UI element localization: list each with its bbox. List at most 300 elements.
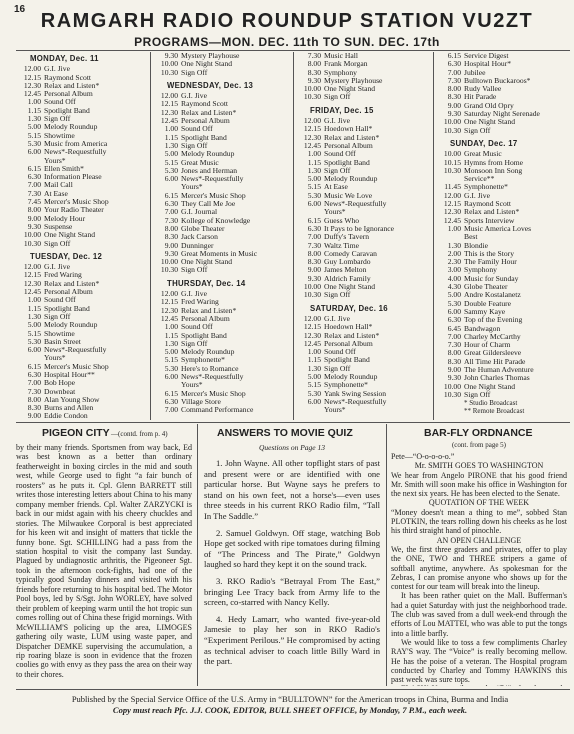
program-name: Great Gildersleeve bbox=[464, 348, 522, 358]
program-time: 6.30 bbox=[447, 315, 461, 325]
program-time: 1.15 bbox=[27, 303, 41, 313]
program-name: G.I. Jive bbox=[324, 313, 350, 323]
program-name: Blondie bbox=[464, 240, 489, 250]
program-name: G.I. Jive bbox=[181, 289, 207, 299]
program-time: 12.15 bbox=[23, 72, 41, 82]
program-name: Relax and Listen* bbox=[324, 132, 380, 142]
program-time: 5.00 bbox=[164, 149, 178, 159]
program-time: 6.15 bbox=[307, 215, 321, 225]
program-time: 6.30 bbox=[447, 59, 461, 69]
movie-quiz-subheading: Questions on Page 13 bbox=[258, 443, 326, 452]
title-rule bbox=[16, 50, 570, 51]
program-time: 7.30 bbox=[164, 215, 178, 225]
day-heading: SATURDAY, Dec. 16 bbox=[310, 303, 388, 313]
program-name: G.I. Journal bbox=[181, 207, 218, 217]
program-time: 8.30 bbox=[307, 67, 321, 77]
program-time: 1.30 bbox=[447, 240, 461, 250]
program-time: 5.30 bbox=[27, 336, 41, 346]
program-time: 10.00 bbox=[443, 381, 461, 391]
program-name: Yours* bbox=[44, 155, 66, 165]
program-name: Relax and Listen* bbox=[181, 107, 237, 117]
program-time: 10.30 bbox=[160, 67, 178, 77]
program-time: 1.00 bbox=[27, 97, 41, 107]
program-name: They Call Me Joe bbox=[181, 199, 236, 209]
program-name: Melody Roundup bbox=[44, 122, 98, 132]
program-name: Melody Roundup bbox=[181, 149, 235, 159]
program-name: G.I. Jive bbox=[324, 116, 350, 126]
program-name: Hoedown Hall* bbox=[324, 322, 373, 332]
program-name: Sound Off bbox=[324, 347, 356, 357]
program-name: Symphonette* bbox=[181, 355, 225, 365]
program-name: Sign Off bbox=[181, 338, 208, 348]
program-time: 7.00 bbox=[447, 67, 461, 77]
bar-fly-continued: (cont. from page 5) bbox=[451, 441, 507, 449]
program-name: Relax and Listen* bbox=[324, 330, 380, 340]
program-time: 12.45 bbox=[160, 116, 178, 126]
program-name: Mystery Playhouse bbox=[181, 52, 240, 60]
bar-fly-intro: Pete—“O-o-o-o-o.” bbox=[391, 452, 455, 461]
schedule-column-4 bbox=[436, 52, 570, 420]
program-name: Hospital Hour** bbox=[44, 369, 95, 379]
program-name: Your Radio Theater bbox=[44, 205, 104, 215]
footer bbox=[16, 694, 564, 716]
schedule-bottom-rule bbox=[16, 422, 570, 423]
program-name: Mystery Playhouse bbox=[324, 75, 383, 85]
program-row bbox=[153, 175, 293, 183]
program-time: 5.15 bbox=[164, 355, 178, 365]
program-time: 8.30 bbox=[27, 403, 41, 413]
program-time: 7.30 bbox=[447, 75, 461, 85]
day-heading: FRIDAY, Dec. 15 bbox=[310, 105, 374, 115]
pigeon-city-continued: —(contd. from p. 4) bbox=[111, 430, 168, 438]
program-time: 1.30 bbox=[164, 338, 178, 348]
program-name: Sign Off bbox=[181, 67, 208, 77]
program-time: 8.00 bbox=[27, 205, 41, 215]
program-name: Symphonette* bbox=[324, 380, 368, 390]
program-name: Sign Off bbox=[464, 125, 491, 135]
program-name: Saturday Night Serenade bbox=[464, 109, 540, 119]
program-name: Jubilee bbox=[464, 67, 486, 77]
program-time: 5.00 bbox=[307, 371, 321, 381]
program-time: 1.00 bbox=[164, 124, 178, 134]
program-time: 12.45 bbox=[303, 140, 321, 150]
program-time: 9.00 bbox=[447, 364, 461, 374]
program-name: Great Moments in Music bbox=[181, 248, 258, 258]
program-time: 5.30 bbox=[447, 298, 461, 308]
program-time: 6.00 bbox=[27, 345, 41, 355]
challenge-heading: AN OPEN CHALLENGE bbox=[436, 535, 522, 545]
program-name: Sound Off bbox=[324, 149, 356, 159]
compliments-paragraph: We would like to toss a few compliments Charley RAY'S way. The “Voice” is really becoming mellow. He has the poise of a veteran. The Hospital program conducted by Charley and Tommy HAWKINS this past week was sure tops. bbox=[391, 637, 567, 685]
program-name: Mercer's Music Shop bbox=[44, 361, 109, 371]
program-time: 9.00 bbox=[307, 265, 321, 275]
program-name: Top of the Evening bbox=[464, 315, 523, 325]
program-name: Yours* bbox=[44, 353, 66, 363]
program-time: 8.00 bbox=[164, 223, 178, 233]
column-rule bbox=[293, 52, 294, 420]
program-name: Sports Interview bbox=[464, 215, 515, 225]
program-name: John Charles Thomas bbox=[464, 373, 530, 383]
program-time: 7.00 bbox=[307, 232, 321, 242]
program-time: 12.15 bbox=[303, 322, 321, 332]
program-time: 1.30 bbox=[27, 311, 41, 321]
program-name: Fred Waring bbox=[181, 297, 219, 307]
movie-quiz-answers bbox=[204, 458, 380, 686]
program-name: Sound Off bbox=[44, 97, 76, 107]
program-time: 12.30 bbox=[23, 80, 41, 90]
program-time: 6.15 bbox=[447, 52, 461, 60]
program-time: 6.15 bbox=[27, 163, 41, 173]
program-name: Sign Off bbox=[324, 92, 351, 102]
program-time: 8.00 bbox=[447, 84, 461, 94]
program-time: 5.00 bbox=[447, 290, 461, 300]
program-time: 7.30 bbox=[307, 52, 321, 60]
program-name: Spotlight Band bbox=[324, 157, 370, 167]
program-name: Raymond Scott bbox=[464, 199, 512, 209]
program-name: Spotlight Band bbox=[324, 355, 370, 365]
program-name: Yours* bbox=[181, 380, 203, 390]
program-time: 8.30 bbox=[447, 356, 461, 366]
program-time: 8.30 bbox=[307, 257, 321, 267]
program-time: 9.30 bbox=[27, 221, 41, 231]
program-name: Mail Call bbox=[44, 180, 73, 190]
program-name: Comedy Caravan bbox=[324, 248, 377, 258]
bar-fly-text bbox=[391, 452, 567, 686]
footer-rule bbox=[16, 689, 570, 690]
program-time: 5.15 bbox=[307, 380, 321, 390]
pigeon-city-text: by their many friends. Sportsmen from way back, Ed was best known as a better than ordinary featherweight in boxing circles in the mid and south west, while George used to fight “a fair bunch of roosters” as he puts it. Cpl. Glenn BARRETT still writes those interesting letters about China to his many company member friends. Cpl. Walter ZARZYCKI is back in our midst again with his cheery chuckles and stories. The Milwaukee Corporal is best appreciated for his keen wit and insight of matters that tickle the funny bone. Sgt. SCHILLING had a pass from the station hospital to visit the company last Sunday. Plagued by undiagnostic arthritis, the Pigeoneer Sgt. took in the afternoon cock-fights, had one of the typically good Sunday dinners and visited with his friends before returning to his hospital bed. The Motor Pool boys, led by S/Sgt. John WORLEY, have solved their problem of keeping warm until the hot tropic sun comes rolling out of China these frigid mornings. With McWILLIAM'S policing up the area, LIMOGES gathering oily waste, LUM using waste paper, and Dispatcher DEMKE supervising the accumulation, a rip roaring blaze is soon in evidence that the frozen coolies go with envy as they pass the area on their way to their chores. bbox=[16, 443, 192, 679]
program-name: Showtime bbox=[44, 130, 75, 140]
day-heading: THURSDAY, Dec. 14 bbox=[167, 278, 246, 288]
program-time: 5.30 bbox=[164, 363, 178, 373]
program-time: 6.30 bbox=[27, 172, 41, 182]
program-time: 4.30 bbox=[447, 282, 461, 292]
program-row bbox=[16, 240, 146, 248]
program-name: Great Music bbox=[181, 157, 219, 167]
program-name: Sign Off bbox=[181, 265, 208, 275]
program-name: News*-Requestfully bbox=[181, 174, 244, 184]
program-name: This is the Story bbox=[464, 248, 514, 258]
program-time: 6.00 bbox=[307, 199, 321, 209]
program-time: 6.15 bbox=[164, 388, 178, 398]
program-name: Burns and Allen bbox=[44, 403, 94, 413]
program-name: News*-Requestfully bbox=[324, 396, 387, 406]
schedule-column-3 bbox=[296, 52, 432, 420]
page-subtitle: PROGRAMS—MON. DEC. 11th TO SUN. DEC. 17th bbox=[134, 35, 440, 49]
program-name: Melody Roundup bbox=[181, 347, 235, 357]
program-name: Hour of Charm bbox=[464, 340, 511, 350]
program-name: Jones and Herman bbox=[181, 165, 238, 175]
program-time: 8.00 bbox=[27, 394, 41, 404]
program-time: 12.45 bbox=[303, 338, 321, 348]
bar-fly-heading: BAR-FLY ORDNANCE bbox=[424, 427, 533, 439]
program-name: Raymond Scott bbox=[181, 99, 229, 109]
day-heading: MONDAY, Dec. 11 bbox=[30, 54, 99, 63]
program-time: 6.30 bbox=[307, 223, 321, 233]
program-time: 5.15 bbox=[27, 130, 41, 140]
program-name: Music from America bbox=[44, 138, 108, 148]
program-row bbox=[153, 69, 293, 77]
program-time: 7.30 bbox=[447, 340, 461, 350]
program-name: It Pays to be Ignorance bbox=[324, 223, 395, 233]
broadcast-note: ** Remote Broadcast bbox=[464, 407, 525, 416]
program-time: 9.00 bbox=[27, 411, 41, 420]
program-time: 6.00 bbox=[164, 174, 178, 184]
program-name: Globe Theater bbox=[181, 223, 225, 233]
program-time: 9.30 bbox=[307, 75, 321, 85]
program-name: Suspense bbox=[44, 221, 73, 231]
program-name: Sound Off bbox=[44, 295, 76, 305]
program-time: 5.00 bbox=[27, 122, 41, 132]
day-heading: TUESDAY, Dec. 12 bbox=[30, 251, 103, 261]
program-time: 1.30 bbox=[164, 140, 178, 150]
program-name: Village Store bbox=[181, 396, 221, 406]
program-time: 5.15 bbox=[27, 328, 41, 338]
program-name: One Night Stand bbox=[44, 230, 96, 240]
program-time: 12.45 bbox=[443, 215, 461, 225]
program-name: Monsoon Inn Song bbox=[464, 165, 523, 175]
program-time: 7.30 bbox=[307, 240, 321, 250]
program-time: 10.00 bbox=[160, 59, 178, 69]
program-row bbox=[296, 398, 432, 406]
quiz-answer-3: 3. RKO Radio's “Betrayal From The East,” bringing Lee Tracy back from Army life to the screen, co-starred with Nancy Kelly. bbox=[204, 575, 380, 608]
program-time: 1.00 bbox=[307, 347, 321, 357]
program-time: 12.30 bbox=[443, 207, 461, 217]
program-time: 5.30 bbox=[164, 165, 178, 175]
day-heading: WEDNESDAY, Dec. 13 bbox=[167, 80, 254, 90]
program-name: Sign Off bbox=[324, 165, 351, 175]
program-time: 1.00 bbox=[164, 322, 178, 332]
column-rule bbox=[150, 52, 151, 420]
movie-quiz-heading: ANSWERS TO MOVIE QUIZ bbox=[217, 427, 353, 439]
program-time: 10.15 bbox=[443, 157, 461, 167]
program-time: 12.00 bbox=[303, 313, 321, 323]
program-time: 12.15 bbox=[23, 270, 41, 280]
program-time: 6.15 bbox=[164, 190, 178, 200]
quiz-answer-1: 1. John Wayne. All other topflight stars of past and present were or are identified with one particular horse. But Wayne says he prefers to stand on his own feet, not a horse's—even uses three steeds in his current RKO Radio film, “Tall In The Saddle.” bbox=[204, 458, 380, 521]
program-time: 1.15 bbox=[164, 330, 178, 340]
program-name: Fred Waring bbox=[44, 270, 82, 280]
program-time: 12.30 bbox=[23, 278, 41, 288]
program-name: Relax and Listen* bbox=[181, 305, 237, 315]
program-time: 7.00 bbox=[447, 331, 461, 341]
program-name: Music Hall bbox=[324, 52, 358, 60]
program-time: 5.00 bbox=[307, 174, 321, 184]
program-name: Relax and Listen* bbox=[44, 278, 100, 288]
program-time: 10.00 bbox=[443, 117, 461, 127]
program-time: 4.00 bbox=[447, 273, 461, 283]
program-name: Music for Sunday bbox=[464, 273, 519, 283]
program-row bbox=[296, 406, 432, 414]
program-name: Double Feature bbox=[464, 298, 512, 308]
program-name: News*-Requestfully bbox=[44, 345, 107, 355]
program-name: Sign Off bbox=[181, 140, 208, 150]
program-time: 6.00 bbox=[307, 396, 321, 406]
program-time: 5.15 bbox=[307, 182, 321, 192]
program-time: 6.30 bbox=[27, 369, 41, 379]
program-name: One Night Stand bbox=[181, 257, 233, 267]
program-time: 12.00 bbox=[23, 64, 41, 74]
schedule-column-2 bbox=[153, 52, 293, 420]
program-time: 1.00 bbox=[307, 149, 321, 159]
quotation-heading: QUOTATION OF THE WEEK bbox=[428, 498, 530, 508]
program-time: 7.30 bbox=[27, 188, 41, 198]
program-name: Personal Album bbox=[324, 338, 373, 348]
program-name: Showtime bbox=[44, 328, 75, 338]
program-name: Sign Off bbox=[324, 290, 351, 300]
program-time: 7.00 bbox=[27, 180, 41, 190]
program-name: Raymond Scott bbox=[44, 72, 92, 82]
program-time: 6.00 bbox=[447, 306, 461, 316]
program-name: G.I. Jive bbox=[44, 64, 70, 74]
smith-heading: Mr. SMITH GOES TO WASHINGTON bbox=[414, 461, 544, 471]
program-name: Waltz Time bbox=[324, 240, 360, 250]
program-time: 9.00 bbox=[447, 100, 461, 110]
program-row bbox=[296, 291, 432, 299]
program-time: 12.30 bbox=[160, 107, 178, 117]
program-name: James Melton bbox=[324, 265, 367, 275]
program-name: News*-Requestfully bbox=[324, 199, 387, 209]
program-name: Relax and Listen* bbox=[464, 207, 520, 217]
program-name: Mercer's Music Shop bbox=[44, 197, 109, 207]
program-time: 10.30 bbox=[303, 290, 321, 300]
program-name: Melody Hour bbox=[44, 213, 86, 223]
program-name: Hoedown Hall* bbox=[324, 124, 373, 134]
program-time: 10.30 bbox=[443, 125, 461, 135]
program-row bbox=[296, 93, 432, 101]
mall-paragraph: It has been rather quiet on the Mall. Bufferman's had a quiet Saturday with just the neighborhood trade. The club was saved from a dull week-end through the efforts of Lou MATTEI, who was able to put the tongs into a little barfly. bbox=[391, 591, 567, 638]
program-time: 9.30 bbox=[447, 109, 461, 119]
program-time: 10.00 bbox=[23, 230, 41, 240]
program-time: 12.15 bbox=[303, 124, 321, 134]
program-time: 10.30 bbox=[443, 165, 461, 175]
program-time: 12.00 bbox=[160, 91, 178, 101]
day-heading: SUNDAY, Dec. 17 bbox=[450, 138, 518, 148]
program-time: 7.00 bbox=[164, 405, 178, 415]
broadcast-note: * Studio Broadcast bbox=[464, 399, 518, 408]
program-time: 10.00 bbox=[160, 257, 178, 267]
program-time: 9.30 bbox=[307, 273, 321, 283]
program-time: 10.30 bbox=[303, 92, 321, 102]
program-name: Sign Off bbox=[44, 311, 71, 321]
program-name: Yours* bbox=[324, 207, 346, 217]
program-time: 1.30 bbox=[307, 165, 321, 175]
program-name: Service** bbox=[464, 174, 495, 184]
program-time: 11.45 bbox=[444, 182, 461, 192]
program-name: G.I. Jive bbox=[181, 91, 207, 101]
program-time: 12.00 bbox=[443, 190, 461, 200]
program-time: 8.30 bbox=[447, 92, 461, 102]
program-time: 10.30 bbox=[160, 265, 178, 275]
program-time: 12.00 bbox=[160, 289, 178, 299]
program-time: 8.30 bbox=[164, 232, 178, 242]
program-time: 8.00 bbox=[447, 348, 461, 358]
program-time: 7.00 bbox=[164, 207, 178, 217]
program-name: Relax and Listen* bbox=[44, 80, 100, 90]
program-time: 10.30 bbox=[23, 238, 41, 248]
program-time: 5.30 bbox=[307, 190, 321, 200]
program-row bbox=[153, 266, 293, 274]
program-name: Music We Love bbox=[324, 190, 373, 200]
program-time: 1.30 bbox=[307, 363, 321, 373]
program-time: 10.00 bbox=[443, 149, 461, 159]
program-name: Bulltown Buckaroos* bbox=[464, 75, 531, 85]
program-time: 5.30 bbox=[307, 388, 321, 398]
flash-paragraph bbox=[391, 684, 567, 686]
program-name: G.I. Jive bbox=[44, 262, 70, 272]
program-name: Here's to Romance bbox=[181, 363, 239, 373]
program-name: The Human Adventure bbox=[464, 364, 534, 374]
program-name: Yours* bbox=[181, 182, 203, 192]
program-time: 6.00 bbox=[27, 147, 41, 157]
program-time: 8.00 bbox=[307, 248, 321, 258]
program-name: Service Digest bbox=[464, 52, 509, 60]
program-name: Great Music bbox=[464, 149, 502, 159]
program-time: 1.15 bbox=[27, 105, 41, 115]
program-time: 1.30 bbox=[27, 114, 41, 124]
program-time: 5.15 bbox=[164, 157, 178, 167]
program-row bbox=[153, 406, 293, 414]
program-name: G.I. Jive bbox=[464, 190, 490, 200]
program-name: One Night Stand bbox=[464, 117, 516, 127]
smith-text: We hear from Angelo PIRONE that his good friend Mr. Smith will soon make his office in Washington for the next six years. He has been elected to the Senate. bbox=[391, 470, 567, 499]
program-name: Personal Album bbox=[44, 89, 93, 99]
program-time: 12.45 bbox=[23, 89, 41, 99]
program-row bbox=[296, 200, 432, 208]
page-title: RAMGARH RADIO ROUNDUP STATION VU2ZT bbox=[40, 10, 534, 32]
program-time: 2.30 bbox=[447, 257, 461, 267]
program-name: Hospital Hour* bbox=[464, 59, 512, 69]
program-row bbox=[16, 412, 146, 420]
program-name: Eddie Condon bbox=[44, 411, 88, 420]
program-time: 10.00 bbox=[303, 84, 321, 94]
program-time: 1.00 bbox=[447, 223, 461, 233]
program-time: 12.15 bbox=[443, 199, 461, 209]
program-name: Personal Album bbox=[181, 313, 230, 323]
program-name: Spotlight Band bbox=[44, 303, 90, 313]
program-name: Charley McCarthy bbox=[464, 331, 521, 341]
program-name: Jack Carson bbox=[181, 232, 218, 242]
program-row bbox=[153, 373, 293, 381]
program-time: 12.30 bbox=[303, 132, 321, 142]
program-time: 2.00 bbox=[447, 248, 461, 258]
program-name: Yours* bbox=[324, 405, 346, 415]
program-name: Melody Roundup bbox=[44, 320, 98, 330]
program-time: 9.30 bbox=[447, 373, 461, 383]
program-name: Melody Roundup bbox=[324, 174, 378, 184]
program-time: 9.30 bbox=[164, 248, 178, 258]
pigeon-city-heading: PIGEON CITY bbox=[42, 427, 110, 439]
program-name: Hymns from Home bbox=[464, 157, 524, 167]
program-time: 6.30 bbox=[164, 199, 178, 209]
program-time: 10.00 bbox=[303, 282, 321, 292]
program-time: 8.00 bbox=[307, 59, 321, 69]
program-time: 6.30 bbox=[164, 396, 178, 406]
program-time: 9.30 bbox=[164, 52, 178, 60]
program-name: Frank Morgan bbox=[324, 59, 368, 69]
program-time: 5.00 bbox=[27, 320, 41, 330]
program-name: Symphony bbox=[324, 67, 357, 77]
program-time: 7.45 bbox=[27, 197, 41, 207]
program-time: 12.15 bbox=[160, 297, 178, 307]
program-time: 12.30 bbox=[303, 330, 321, 340]
program-row bbox=[436, 225, 570, 233]
quotation-text: “Money doesn't mean a thing to me”, sobbed Stan PLOTKIN, the tears rolling down his cheeks as he lost his third straight hand of pinochle. bbox=[391, 507, 567, 536]
program-name: Music America Loves bbox=[464, 223, 532, 233]
column-rule bbox=[386, 424, 387, 686]
program-name: One Night Stand bbox=[324, 84, 376, 94]
program-name: One Night Stand bbox=[464, 381, 516, 391]
